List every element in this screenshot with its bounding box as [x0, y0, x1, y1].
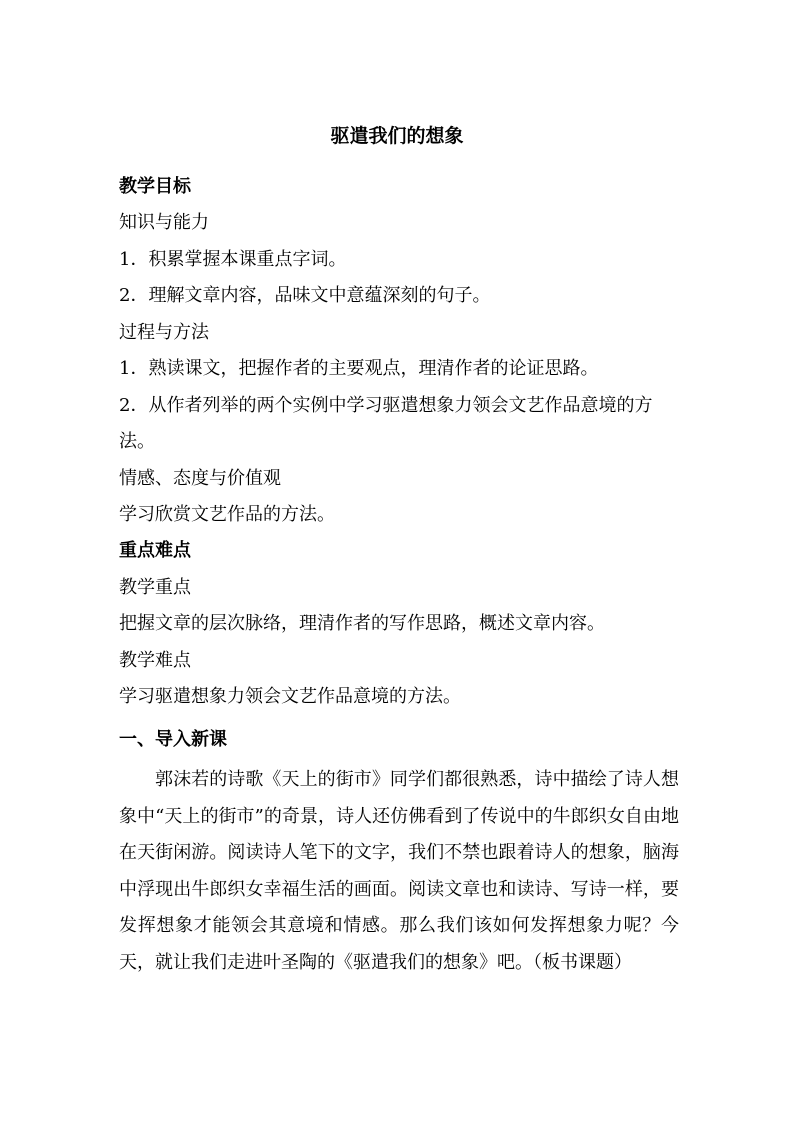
difficulty-label: 教学难点 — [119, 650, 191, 671]
difficulty-text: 学习驱遣想象力领会文艺作品意境的方法。 — [119, 686, 461, 707]
process-label: 过程与方法 — [119, 322, 209, 343]
knowledge-item-1: 1．积累掌握本课重点字词。 — [119, 249, 347, 270]
focus-text: 把握文章的层次脉络，理清作者的写作思路，概述文章内容。 — [119, 613, 605, 634]
emotion-label: 情感、态度与价值观 — [119, 468, 281, 489]
knowledge-item-2: 2．理解文章内容，品味文中意蕴深刻的句子。 — [119, 285, 491, 306]
focus-label: 教学重点 — [119, 577, 191, 598]
intro-heading: 一、导入新课 — [119, 729, 227, 750]
process-item-2-cont: 法。 — [119, 431, 155, 452]
intro-paragraph: 郭沫若的诗歌《天上的街市》同学们都很熟悉，诗中描绘了诗人想象中“天上的街市”的奇景，诗人还仿佛看到了传说中的牛郎织女自由地在天街闲游。阅读诗人笔下的文字，我们不禁也跟着诗人的想象，脑海中浮现出牛郎织女幸福生活的画面。阅读文章也和读诗、写诗一样，要发挥想象才能领会其意境和情感。那么我们该如何发挥想象力呢？今天，就让我们走进叶圣陶的《驱遣我们的想象》吧。（板书课题） — [119, 769, 679, 973]
knowledge-label: 知识与能力 — [119, 212, 209, 233]
document-title: 驱遣我们的想象 — [330, 125, 464, 147]
emotion-text: 学习欣赏文艺作品的方法。 — [119, 504, 335, 525]
objectives-heading: 教学目标 — [119, 176, 191, 197]
process-item-1: 1．熟读课文，把握作者的主要观点，理清作者的论证思路。 — [119, 358, 599, 379]
process-item-2: 2．从作者列举的两个实例中学习驱遣想象力领会文艺作品意境的方 — [119, 395, 653, 416]
key-points-heading: 重点难点 — [119, 540, 191, 561]
